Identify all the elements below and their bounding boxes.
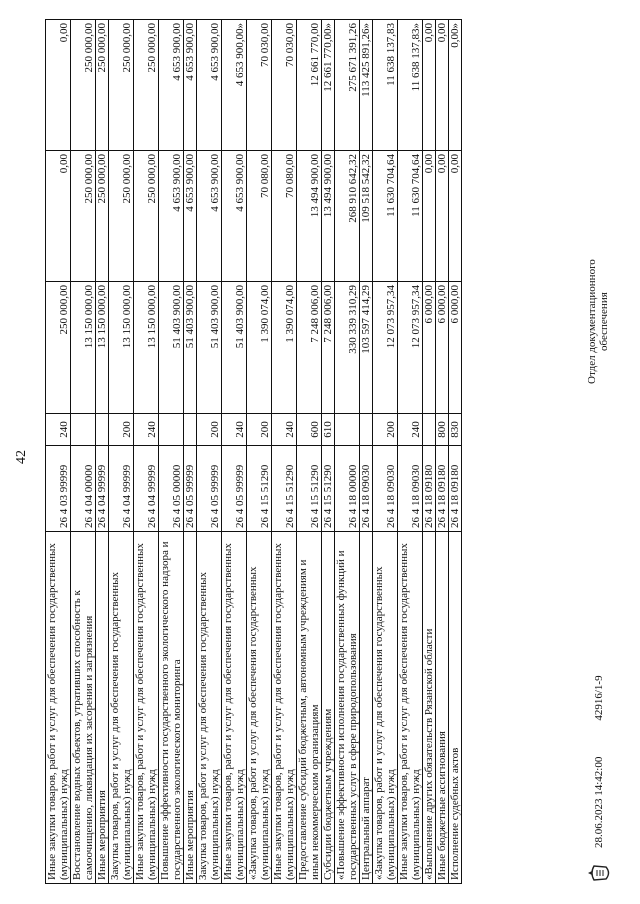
row-name: Предоставление субсидий бюджетным, автономным учреждениям и иным некоммерческим организациям <box>297 532 322 884</box>
row-value-1: 51 403 900,00 <box>197 282 222 414</box>
row-value-2: 11 630 704,64 <box>373 151 398 282</box>
row-value-2: 4 653 900,00 <box>197 151 222 282</box>
row-value-3: 0,00» <box>449 20 462 151</box>
table-row <box>71 20 96 884</box>
table-row <box>134 20 159 884</box>
row-value-1: 13 150 000,00 <box>96 282 109 414</box>
table-row <box>373 20 398 884</box>
row-value-2: 250 000,00 <box>109 151 134 282</box>
row-code: 26 4 18 09180 <box>436 446 449 532</box>
row-value-1: 13 150 000,00 <box>109 282 134 414</box>
row-value-3: 11 638 137,83 <box>373 20 398 151</box>
row-vr: 610 <box>322 414 335 446</box>
row-vr: 240 <box>272 414 297 446</box>
row-vr: 240 <box>222 414 247 446</box>
row-vr <box>423 414 436 446</box>
row-value-3: 12 661 770,00 <box>297 20 322 151</box>
table-row <box>159 20 184 884</box>
row-value-2: 13 494 900,00 <box>322 151 335 282</box>
row-code: 26 4 18 09030 <box>373 446 398 532</box>
row-name: Исполнение судебных актов <box>449 532 462 884</box>
row-vr <box>184 414 197 446</box>
row-value-3: 4 653 900,00» <box>222 20 247 151</box>
row-value-3: 275 671 391,26 <box>335 20 360 151</box>
row-value-3: 113 425 891,26» <box>360 20 373 151</box>
row-name: Иные закупки товаров, работ и услуг для обеспечения государственных (муниципальных) нужд <box>134 532 159 884</box>
row-vr: 200 <box>373 414 398 446</box>
table-row <box>197 20 222 884</box>
row-value-2: 250 000,00 <box>71 151 96 282</box>
row-vr: 200 <box>109 414 134 446</box>
row-value-2: 268 910 642,32 <box>335 151 360 282</box>
table-row <box>96 20 109 884</box>
row-value-3: 250 000,00 <box>71 20 96 151</box>
row-value-2: 0,00 <box>436 151 449 282</box>
row-vr: 830 <box>449 414 462 446</box>
row-name: Иные закупки товаров, работ и услуг для обеспечения государственных (муниципальных) нужд <box>222 532 247 884</box>
table-row <box>449 20 462 884</box>
footer-doc-id: 42916/1-9 <box>593 675 605 721</box>
row-vr: 200 <box>247 414 272 446</box>
row-value-2: 4 653 900,00 <box>184 151 197 282</box>
row-value-2: 70 080,00 <box>272 151 297 282</box>
footer-department <box>586 259 610 384</box>
row-name: Иные мероприятия <box>96 532 109 884</box>
row-value-1: 250 000,00 <box>46 282 71 414</box>
row-value-2: 250 000,00 <box>134 151 159 282</box>
row-vr <box>335 414 360 446</box>
row-value-2: 0,00 <box>46 151 71 282</box>
row-vr: 800 <box>436 414 449 446</box>
department-line: Отдел документационного <box>586 259 598 384</box>
footer <box>586 675 612 884</box>
row-value-1: 12 073 957,34 <box>373 282 398 414</box>
table-row <box>360 20 373 884</box>
row-value-3: 0,00 <box>46 20 71 151</box>
row-code: 26 4 18 00000 <box>335 446 360 532</box>
row-value-1: 330 339 310,29 <box>335 282 360 414</box>
row-code: 26 4 04 99999 <box>109 446 134 532</box>
row-name: «Закупка товаров, работ и услуг для обеспечения государственных (муниципальных) нужд <box>373 532 398 884</box>
row-name: Иные закупки товаров, работ и услуг для обеспечения государственных (муниципальных) нужд <box>272 532 297 884</box>
footer-timestamp: 28.06.2023 14:42:00 <box>593 756 605 848</box>
row-value-3: 70 030,00 <box>272 20 297 151</box>
row-name: «Выполнение других обязательств Рязанской области <box>423 532 436 884</box>
row-code: 26 4 04 99999 <box>96 446 109 532</box>
budget-table <box>45 19 462 884</box>
row-vr: 240 <box>398 414 423 446</box>
row-code: 26 4 05 00000 <box>159 446 184 532</box>
row-value-1: 7 248 006,00 <box>297 282 322 414</box>
row-value-1: 13 150 000,00 <box>71 282 96 414</box>
row-name: Восстановление водных объектов, утративших способность к самоочищению, ликвидация их засорения и загрязнения <box>71 532 96 884</box>
row-vr <box>360 414 373 446</box>
row-code: 26 4 15 51290 <box>297 446 322 532</box>
row-vr <box>159 414 184 446</box>
row-name: Закупка товаров, работ и услуг для обеспечения государственных (муниципальных) нужд <box>109 532 134 884</box>
row-code: 26 4 05 99999 <box>222 446 247 532</box>
row-vr: 600 <box>297 414 322 446</box>
table-row <box>46 20 71 884</box>
row-value-2: 13 494 900,00 <box>297 151 322 282</box>
row-value-1: 51 403 900,00 <box>184 282 197 414</box>
row-code: 26 4 18 09180 <box>449 446 462 532</box>
table-row <box>423 20 436 884</box>
row-name: Центральный аппарат <box>360 532 373 884</box>
row-value-2: 0,00 <box>449 151 462 282</box>
row-name: Закупка товаров, работ и услуг для обеспечения государственных (муниципальных) нужд <box>197 532 222 884</box>
row-value-2: 0,00 <box>423 151 436 282</box>
row-value-3: 0,00 <box>436 20 449 151</box>
row-value-1: 103 597 414,29 <box>360 282 373 414</box>
row-value-1: 1 390 074,00 <box>272 282 297 414</box>
row-value-2: 4 653 900,00 <box>159 151 184 282</box>
page-number: 42 <box>14 450 29 464</box>
row-code: 26 4 18 09180 <box>423 446 436 532</box>
row-name: Субсидии бюджетным учреждениям <box>322 532 335 884</box>
row-name: Повышение эффективности государственного экологического надзора и государственного экологического мониторинга <box>159 532 184 884</box>
row-value-3: 4 653 900,00 <box>159 20 184 151</box>
row-value-2: 70 080,00 <box>247 151 272 282</box>
row-value-3: 4 653 900,00 <box>197 20 222 151</box>
row-code: 26 4 15 51290 <box>322 446 335 532</box>
row-name: Иные бюджетные ассигнования <box>436 532 449 884</box>
row-value-3: 12 661 770,00» <box>322 20 335 151</box>
table-row <box>184 20 197 884</box>
row-vr: 200 <box>197 414 222 446</box>
row-value-1: 13 150 000,00 <box>134 282 159 414</box>
department-line: обеспечения <box>598 292 610 351</box>
row-code: 26 4 03 99999 <box>46 446 71 532</box>
row-vr <box>71 414 96 446</box>
row-code: 26 4 05 99999 <box>197 446 222 532</box>
row-code: 26 4 18 09030 <box>398 446 423 532</box>
emblem-icon <box>586 862 612 884</box>
row-value-1: 51 403 900,00 <box>159 282 184 414</box>
row-value-2: 4 653 900,00 <box>222 151 247 282</box>
row-value-2: 109 518 542,32 <box>360 151 373 282</box>
row-value-3: 4 653 900,00 <box>184 20 197 151</box>
row-value-1: 6 000,00 <box>423 282 436 414</box>
table-row <box>222 20 247 884</box>
table-row <box>109 20 134 884</box>
row-value-3: 11 638 137,83» <box>398 20 423 151</box>
row-value-3: 70 030,00 <box>247 20 272 151</box>
row-value-1: 51 403 900,00 <box>222 282 247 414</box>
row-value-1: 7 248 006,00 <box>322 282 335 414</box>
row-vr: 240 <box>134 414 159 446</box>
row-value-1: 6 000,00 <box>436 282 449 414</box>
row-name: «Повышение эффективности исполнения государственных функций и государственных услуг в сфере природопользования <box>335 532 360 884</box>
row-name: «Закупка товаров, работ и услуг для обеспечения государственных (муниципальных) нужд <box>247 532 272 884</box>
table-row <box>272 20 297 884</box>
row-vr: 240 <box>46 414 71 446</box>
row-value-3: 250 000,00 <box>134 20 159 151</box>
row-name: Иные мероприятия <box>184 532 197 884</box>
table-row <box>398 20 423 884</box>
row-value-3: 250 000,00 <box>96 20 109 151</box>
table-row <box>247 20 272 884</box>
row-vr <box>96 414 109 446</box>
row-code: 26 4 15 51290 <box>247 446 272 532</box>
row-code: 26 4 15 51290 <box>272 446 297 532</box>
row-value-1: 12 073 957,34 <box>398 282 423 414</box>
row-value-2: 11 630 704,64 <box>398 151 423 282</box>
row-code: 26 4 18 09030 <box>360 446 373 532</box>
row-value-1: 1 390 074,00 <box>247 282 272 414</box>
row-code: 26 4 05 99999 <box>184 446 197 532</box>
row-value-1: 6 000,00 <box>449 282 462 414</box>
row-name: Иные закупки товаров, работ и услуг для обеспечения государственных (муниципальных) нужд <box>46 532 71 884</box>
table-row <box>297 20 322 884</box>
table-row <box>322 20 335 884</box>
row-value-2: 250 000,00 <box>96 151 109 282</box>
table-row <box>335 20 360 884</box>
row-value-3: 250 000,00 <box>109 20 134 151</box>
row-value-3: 0,00 <box>423 20 436 151</box>
row-code: 26 4 04 00000 <box>71 446 96 532</box>
row-name: Иные закупки товаров, работ и услуг для обеспечения государственных (муниципальных) нужд <box>398 532 423 884</box>
row-code: 26 4 04 99999 <box>134 446 159 532</box>
table-row <box>436 20 449 884</box>
